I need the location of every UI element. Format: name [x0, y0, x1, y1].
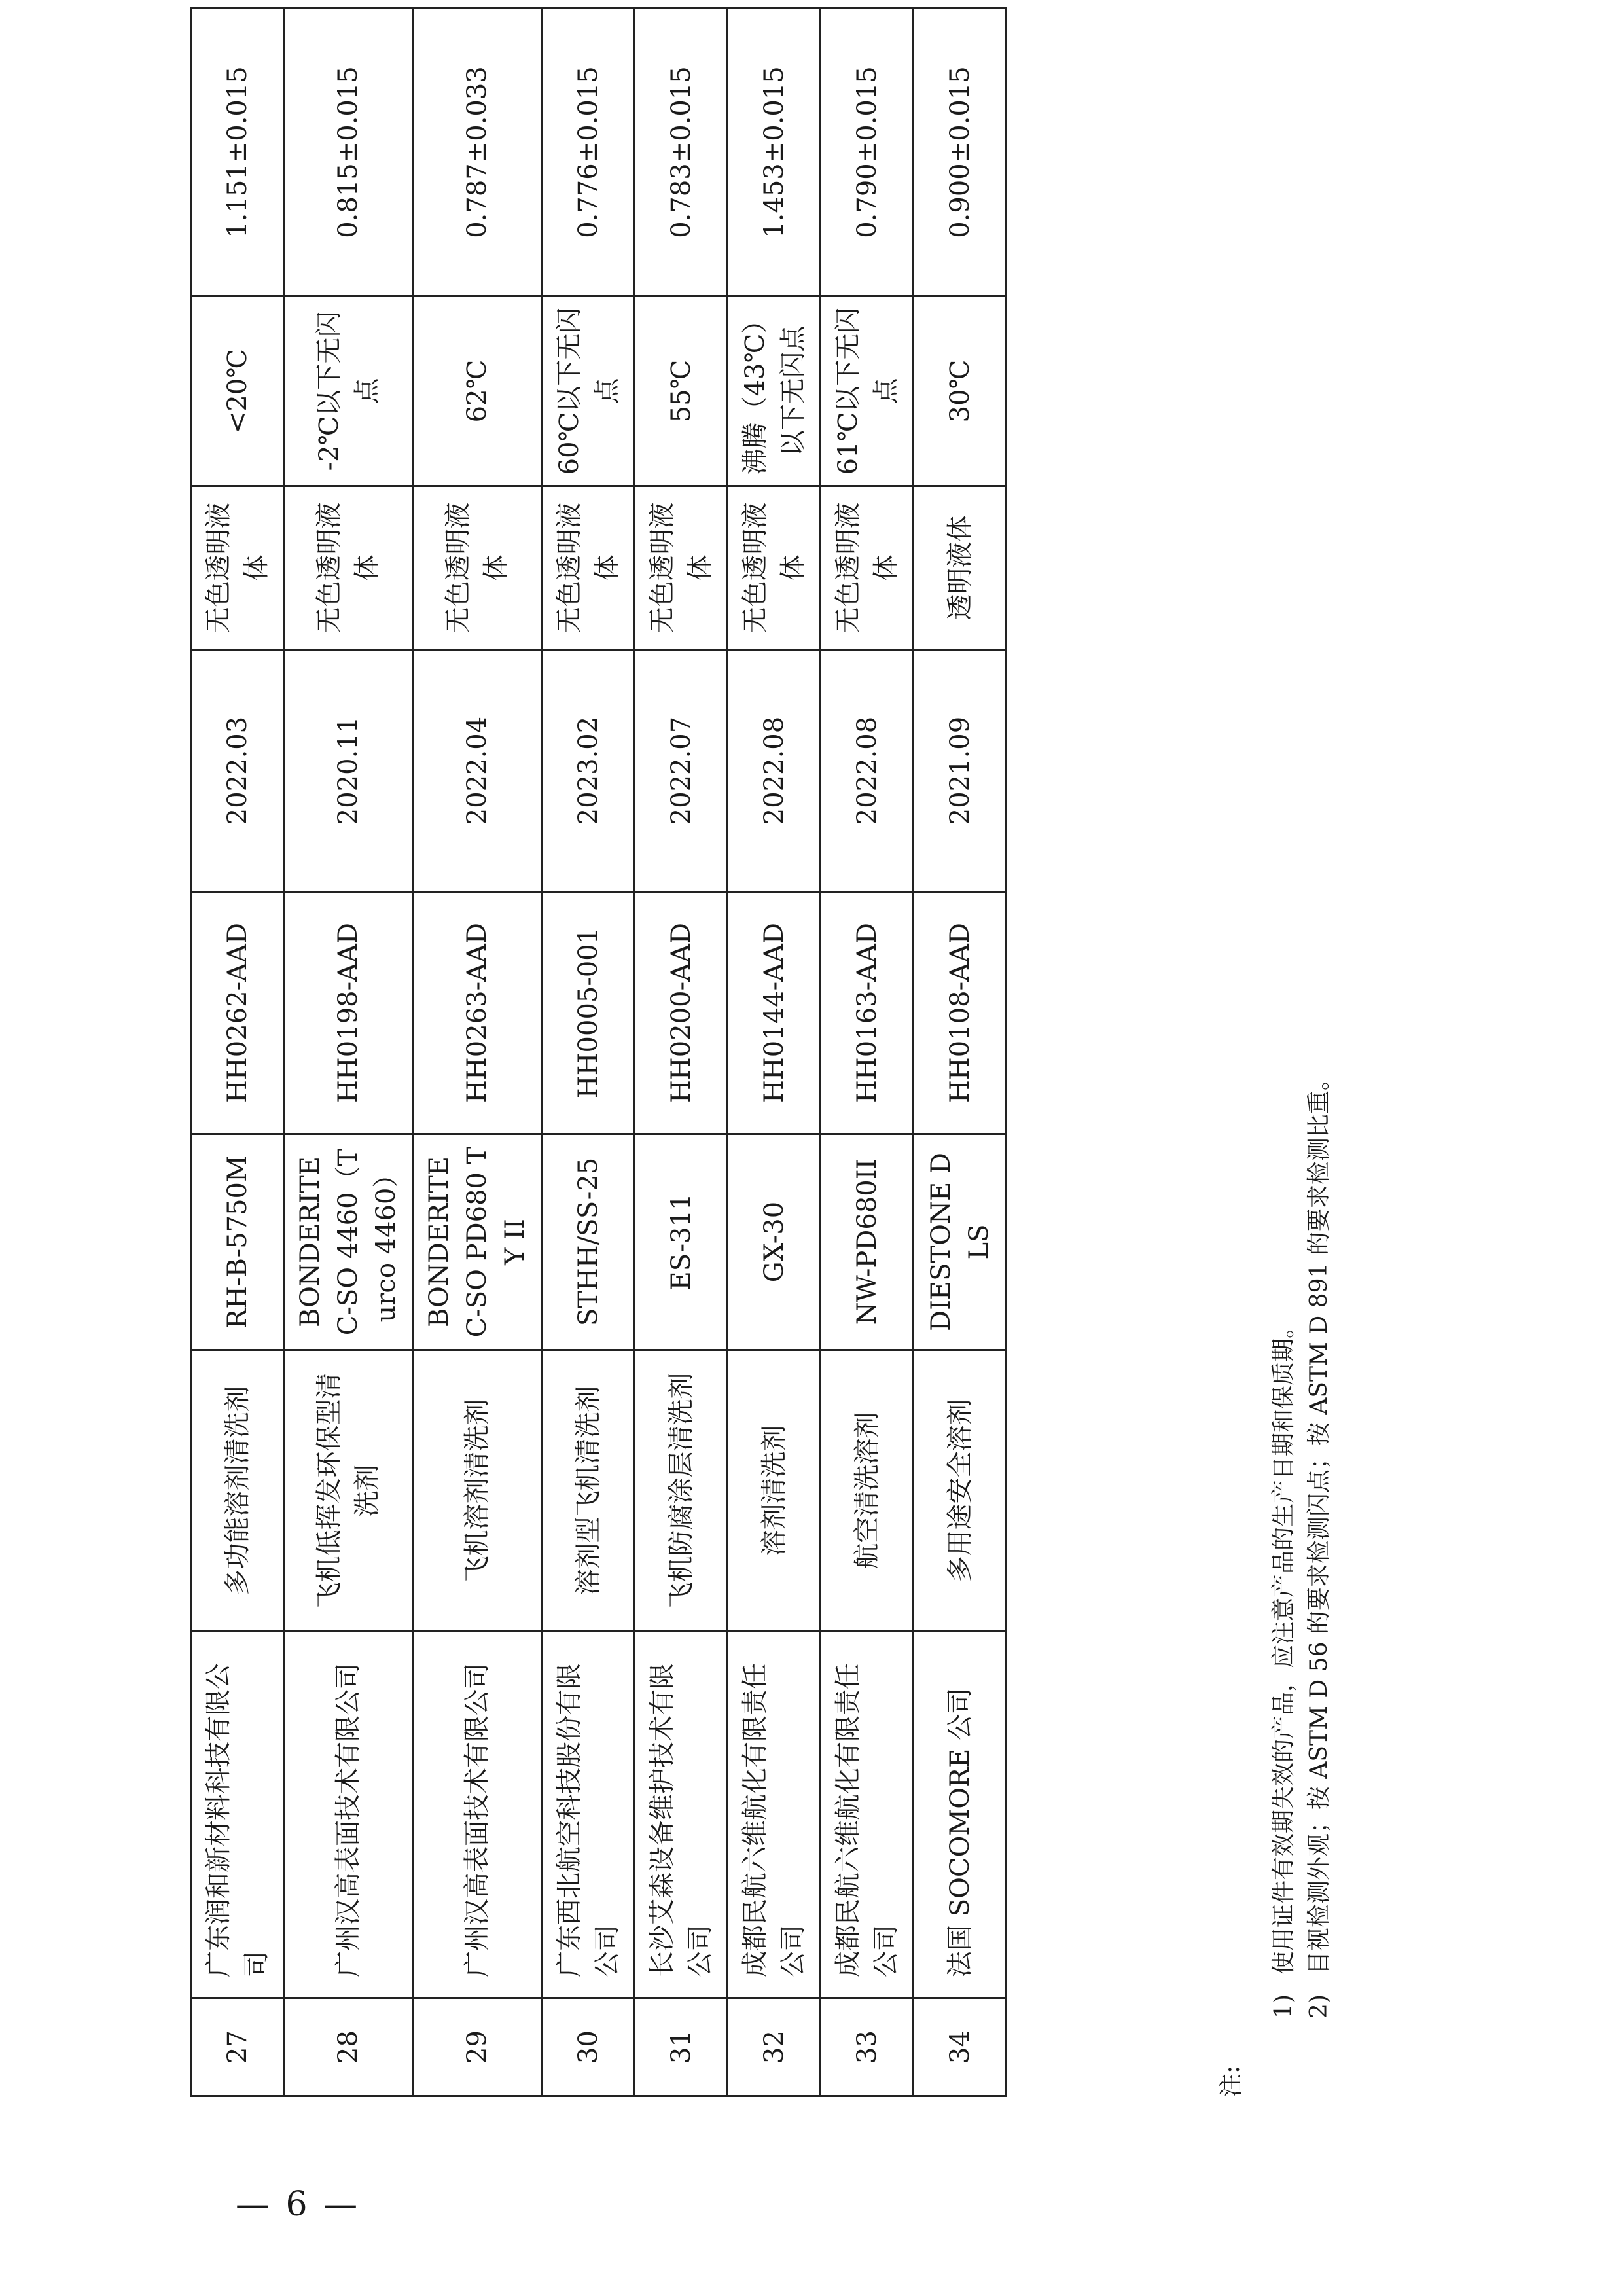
- notes-label: 注:: [1218, 2065, 1245, 2097]
- table-row: [284, 9, 413, 2096]
- page-number: — 6 —: [236, 2185, 361, 2224]
- cell-density: 1.151±0.015: [191, 9, 284, 296]
- cell-code: HH0263-AAD: [413, 892, 542, 1134]
- cell-appearance: 无色透明液体: [191, 486, 284, 650]
- cell-flash-point: 60℃以下无闪点: [542, 296, 635, 486]
- cell-code: HH0108-AAD: [914, 892, 1007, 1134]
- cell-product: 飞机低挥发环保型清洗剂: [284, 1350, 413, 1632]
- note-number: 1): [1270, 1994, 1297, 2018]
- cell-date: 2022.08: [821, 650, 914, 892]
- cell-model: BONDERITE C-SO 4460（Turco 4460）: [284, 1134, 413, 1350]
- table-row: [728, 9, 821, 2096]
- cell-no: 27: [191, 1998, 284, 2096]
- cell-product: 飞机防腐涂层清洗剂: [635, 1350, 728, 1632]
- cell-company: 广东润和新材料科技有限公司: [191, 1632, 284, 1998]
- note-text: 使用证件有效期失效的产品，应注意产品的生产日期和保质期。: [1270, 1315, 1297, 1975]
- cell-company: 法国 SOCOMORE 公司: [914, 1632, 1007, 1998]
- cell-flash-point: 61℃以下无闪点: [821, 296, 914, 486]
- cell-model: STHH/SS-25: [542, 1134, 635, 1350]
- cell-code: HH0163-AAD: [821, 892, 914, 1134]
- cell-model: NW-PD680II: [821, 1134, 914, 1350]
- cell-product: 溶剂清洗剂: [728, 1350, 821, 1632]
- cell-model: RH-B-5750M: [191, 1134, 284, 1350]
- cell-flash-point: 62℃: [413, 296, 542, 486]
- cell-appearance: 无色透明液体: [728, 486, 821, 650]
- cell-company: 长沙艾森设备维护技术有限公司: [635, 1632, 728, 1998]
- cell-date: 2022.07: [635, 650, 728, 892]
- cell-no: 33: [821, 1998, 914, 2096]
- product-table: [190, 7, 1007, 2097]
- cell-flash-point: <20℃: [191, 296, 284, 486]
- cell-flash-point: -2℃以下无闪点: [284, 296, 413, 486]
- table-row: [413, 9, 542, 2096]
- cell-density: 0.783±0.015: [635, 9, 728, 296]
- cell-product: 飞机溶剂清洗剂: [413, 1350, 542, 1632]
- cell-date: 2021.09: [914, 650, 1007, 892]
- cell-code: HH0144-AAD: [728, 892, 821, 1134]
- cell-density: 0.900±0.015: [914, 9, 1007, 296]
- cell-code: HH0262-AAD: [191, 892, 284, 1134]
- table-row: [914, 9, 1007, 2096]
- cell-no: 31: [635, 1998, 728, 2096]
- cell-company: 广州汉高表面技术有限公司: [284, 1632, 413, 1998]
- note-item: [1302, 775, 1337, 2018]
- cell-company: 广东西北航空科技股份有限公司: [542, 1632, 635, 1998]
- cell-flash-point: 30℃: [914, 296, 1007, 486]
- cell-density: 0.790±0.015: [821, 9, 914, 296]
- cell-model: ES-311: [635, 1134, 728, 1350]
- cell-density: 1.453±0.015: [728, 9, 821, 296]
- cell-code: HH0005-001: [542, 892, 635, 1134]
- cell-date: 2022.08: [728, 650, 821, 892]
- table-row: [191, 9, 284, 2096]
- cell-density: 0.776±0.015: [542, 9, 635, 296]
- cell-density: 0.815±0.015: [284, 9, 413, 296]
- note-item: [1266, 775, 1302, 2018]
- cell-model: GX-30: [728, 1134, 821, 1350]
- cell-appearance: 无色透明液体: [284, 486, 413, 650]
- cell-appearance: 无色透明液体: [413, 486, 542, 650]
- cell-product: 溶剂型飞机清洗剂: [542, 1350, 635, 1632]
- note-text: 目视检测外观；按 ASTM D 56 的要求检测闪点；按 ASTM D 891 的要求检测比重。: [1306, 1067, 1332, 1975]
- cell-product: 多功能溶剂清洗剂: [191, 1350, 284, 1632]
- cell-date: 2022.04: [413, 650, 542, 892]
- cell-date: 2020.11: [284, 650, 413, 892]
- cell-no: 30: [542, 1998, 635, 2096]
- cell-flash-point: 55℃: [635, 296, 728, 486]
- cell-no: 32: [728, 1998, 821, 2096]
- cell-code: HH0198-AAD: [284, 892, 413, 1134]
- cell-no: 28: [284, 1998, 413, 2096]
- table-body: [191, 9, 1007, 2096]
- cell-product: 多用途安全溶剂: [914, 1350, 1007, 1632]
- cell-model: DIESTONE DLS: [914, 1134, 1007, 1350]
- cell-model: BONDERITE C-SO PD680 TY II: [413, 1134, 542, 1350]
- cell-density: 0.787±0.033: [413, 9, 542, 296]
- note-number: 2): [1306, 1994, 1332, 2018]
- cell-code: HH0200-AAD: [635, 892, 728, 1134]
- cell-appearance: 无色透明液体: [821, 486, 914, 650]
- cell-company: 广州汉高表面技术有限公司: [413, 1632, 542, 1998]
- cell-date: 2023.02: [542, 650, 635, 892]
- cell-company: 成都民航六维航化有限责任公司: [821, 1632, 914, 1998]
- notes-list: [1266, 775, 1337, 2018]
- cell-no: 34: [914, 1998, 1007, 2096]
- cell-flash-point: 沸腾（43℃）以下无闪点: [728, 296, 821, 486]
- table-row: [635, 9, 728, 2096]
- cell-date: 2022.03: [191, 650, 284, 892]
- cell-no: 29: [413, 1998, 542, 2096]
- table-row: [542, 9, 635, 2096]
- cell-product: 航空清洗溶剂: [821, 1350, 914, 1632]
- cell-appearance: 无色透明液体: [542, 486, 635, 650]
- table-row: [821, 9, 914, 2096]
- cell-appearance: 无色透明液体: [635, 486, 728, 650]
- rotated-page: [92, 66, 1531, 2195]
- cell-appearance: 透明液体: [914, 486, 1007, 650]
- cell-company: 成都民航六维航化有限责任公司: [728, 1632, 821, 1998]
